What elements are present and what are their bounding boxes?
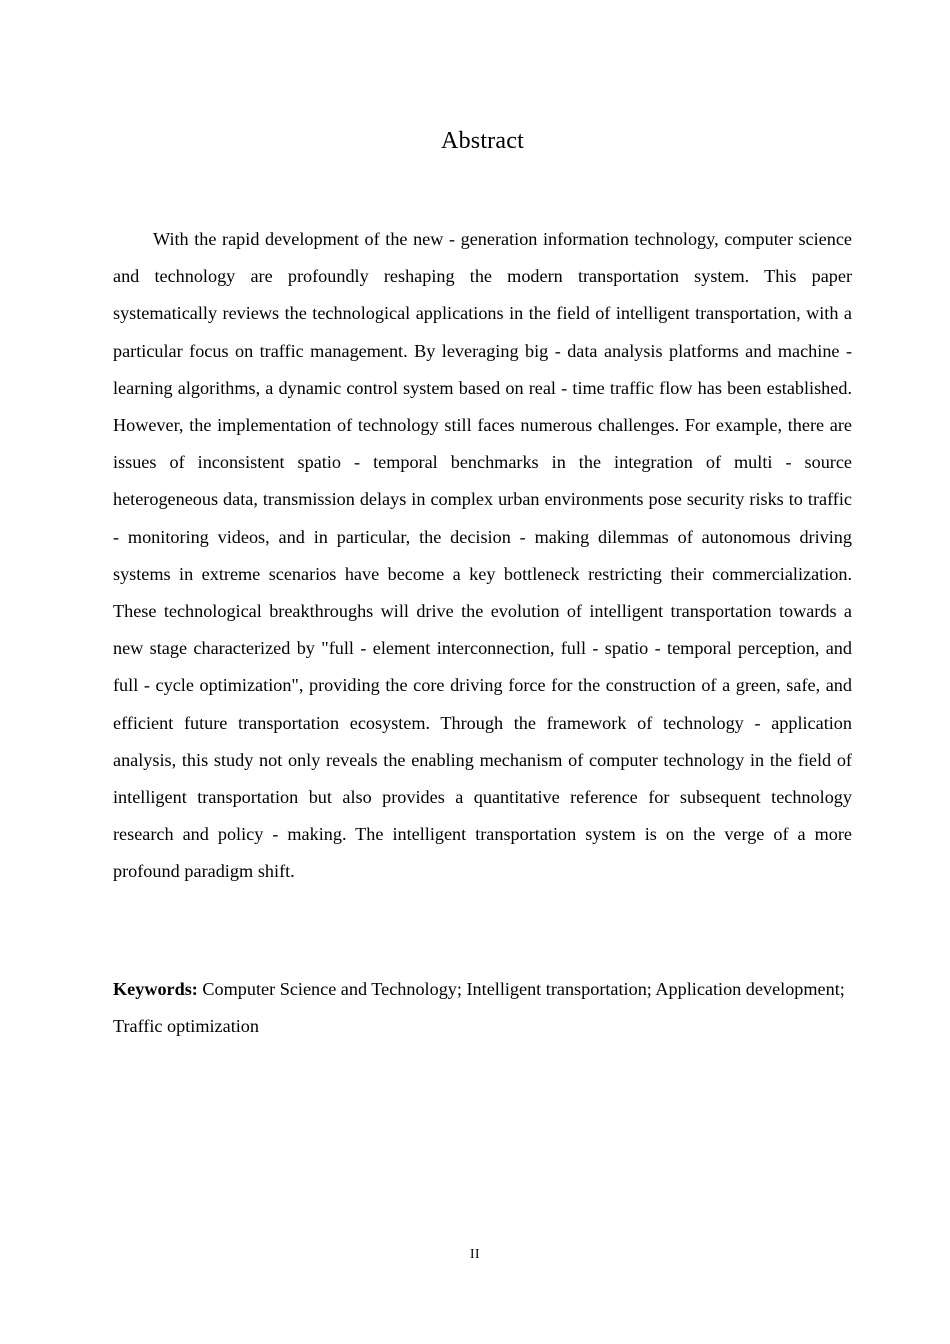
page-number-footer: II — [470, 1246, 480, 1261]
keywords-label: Keywords: — [113, 979, 198, 999]
page-title: Abstract — [441, 128, 524, 154]
abstract-paragraph: With the rapid development of the new - generation information technology, computer science and technology are profoundly reshaping the modern transportation system. This paper systematically reviews the technological applications in the field of intelligent transportation, with a particular focus on traffic management. By leveraging big - data analysis platforms and machine - learning algorithms, a dynamic control system based on real - time traffic flow has been established. However, the implementation of technology still faces numerous challenges. For example, there are issues of inconsistent spatio - temporal benchmarks in the integration of multi - source heterogeneous data, transmission delays in complex urban environments pose security risks to traffic - monitoring videos, and in particular, the decision - making dilemmas of autonomous driving systems in extreme scenarios have become a key bottleneck restricting their commercialization. These technological breakthroughs will drive the evolution of intelligent transportation towards a new stage characterized by "full - element interconnection, full - spatio - temporal perception, and full - cycle optimization", providing the core driving force for the construction of a green, safe, and efficient future transportation ecosystem. Through the framework of technology - application analysis, this study not only reveals the enabling mechanism of computer technology in the field of intelligent transportation but also provides a quantitative reference for subsequent technology research and policy - making. The intelligent transportation system is on the verge of a more profound paradigm shift. — [113, 229, 852, 882]
keywords-paragraph — [113, 971, 852, 1044]
keywords-list: Computer Science and Technology; Intelligent transportation; Application development; Traffic optimization — [113, 979, 845, 1036]
